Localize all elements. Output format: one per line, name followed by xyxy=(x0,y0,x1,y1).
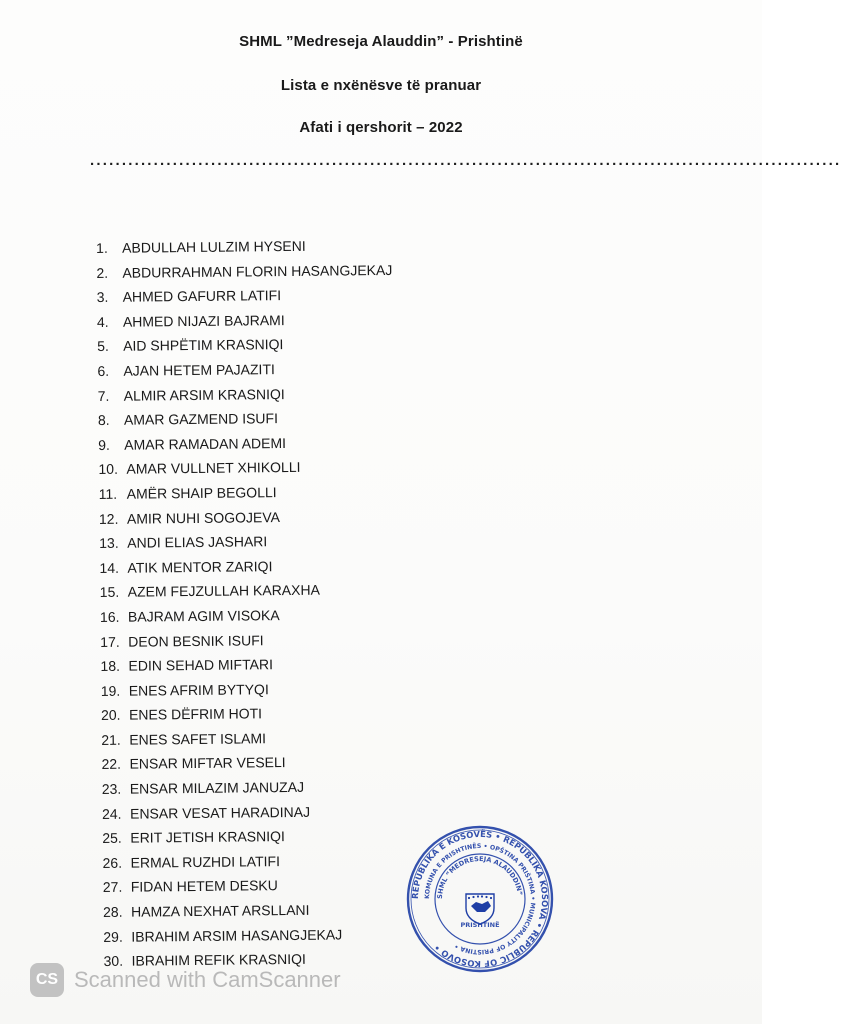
student-name: AMAR RAMADAN ADEMI xyxy=(124,434,287,453)
student-name: AJAN HETEM PAJAZITI xyxy=(123,361,275,379)
student-number: 2. xyxy=(96,264,109,281)
camscanner-logo-icon: CS xyxy=(30,963,64,997)
stamp-city-text: PRISHTINË xyxy=(460,921,500,929)
list-title-heading: Lista e nxënësve të pranuar xyxy=(280,77,482,94)
student-number: 12. xyxy=(98,510,119,527)
student-number: 7. xyxy=(97,387,110,404)
student-list-item xyxy=(96,257,392,285)
student-number: 19. xyxy=(100,682,121,699)
camscanner-watermark xyxy=(30,962,341,998)
student-name: ALMIR ARSIM KRASNIQI xyxy=(123,385,285,404)
student-list xyxy=(96,233,400,974)
student-name: AHMED NIJAZI BAJRAMI xyxy=(122,311,285,330)
student-list-item xyxy=(101,725,397,753)
student-name: AMAR GAZMEND ISUFI xyxy=(123,410,279,428)
student-number: 10. xyxy=(98,461,118,478)
student-list-item xyxy=(99,503,395,531)
term-heading: Afati i qershorit – 2022 xyxy=(299,119,463,136)
student-name: ENES SAFET ISLAMI xyxy=(129,730,267,748)
student-name: ENSAR VESAT HARADINAJ xyxy=(129,803,311,822)
student-number: 24. xyxy=(101,805,122,822)
student-list-item xyxy=(103,921,399,949)
student-name: ANDI ELIAS JASHARI xyxy=(127,533,268,551)
student-number: 11. xyxy=(98,485,118,502)
student-name: IBRAHIM REFIK KRASNIQI xyxy=(131,951,306,969)
student-list-item xyxy=(101,749,397,777)
student-name: AMËR SHAIP BEGOLLI xyxy=(126,484,277,502)
student-list-item xyxy=(102,799,398,827)
student-list-item xyxy=(98,430,394,458)
student-list-item xyxy=(97,331,393,359)
student-name: AID SHPËTIM KRASNIQI xyxy=(123,336,284,355)
student-name: DEON BESNIK ISUFI xyxy=(128,631,264,650)
student-number: 27. xyxy=(102,879,123,896)
student-list-item xyxy=(96,233,392,261)
dotted-separator: ...................................................................................................................... xyxy=(90,152,841,169)
school-name-heading: SHML ”Medreseja Alauddin” - Prishtinë xyxy=(239,33,523,50)
stamp-middle-ring-text: KOMUNA E PRISHTINËS • OPŠTINA PRIŠTINA • MUNICIPALITY OF PRISTINA • xyxy=(423,842,537,956)
student-name: AMIR NUHI SOGOJEVA xyxy=(126,508,281,527)
student-list-item xyxy=(98,380,394,408)
student-list-item xyxy=(97,282,393,310)
student-name: ABDURRAHMAN FLORIN HASANGJEKAJ xyxy=(122,261,393,281)
student-name: FIDAN HETEM DESKU xyxy=(130,877,278,896)
student-name: AZEM FEJZULLAH KARAXHA xyxy=(127,581,320,600)
student-name: IBRAHIM ARSIM HASANGJEKAJ xyxy=(131,926,343,945)
official-stamp xyxy=(405,824,555,974)
student-number: 17. xyxy=(100,633,120,650)
student-number: 14. xyxy=(99,559,120,576)
student-number: 25. xyxy=(102,830,122,847)
student-name: ERIT JETISH KRASNIQI xyxy=(130,828,285,846)
student-list-item xyxy=(100,602,396,630)
student-number: 21. xyxy=(101,731,121,748)
student-number: 20. xyxy=(100,707,121,724)
student-number: 4. xyxy=(96,313,109,330)
student-list-item xyxy=(100,651,396,679)
student-list-item xyxy=(101,676,397,704)
student-name: ENSAR MIFTAR VESELI xyxy=(129,754,286,773)
student-name: ABDULLAH LULZIM HYSENI xyxy=(122,237,306,256)
student-number: 5. xyxy=(97,338,109,355)
student-name: ENES AFRIM BYTYQI xyxy=(128,680,269,699)
student-number: 29. xyxy=(103,928,123,945)
student-name: EDIN SEHAD MIFTARI xyxy=(128,656,274,674)
kosovo-emblem-icon xyxy=(466,894,494,924)
student-name: HAMZA NEXHAT ARSLLANI xyxy=(130,901,310,920)
student-list-item xyxy=(103,897,399,925)
stamp-outer-ring-text: REPUBLIKA E KOSOVËS • REPUBLIKA KOSOVA • REPUBLIC OF KOSOVO • xyxy=(409,828,551,970)
student-list-item xyxy=(101,700,397,728)
student-name: ATIK MENTOR ZARIQI xyxy=(127,557,273,576)
student-list-item xyxy=(99,479,395,507)
student-number: 28. xyxy=(102,903,123,920)
student-list-item xyxy=(103,872,399,900)
student-name: AMAR VULLNET XHIKOLLI xyxy=(126,459,301,478)
student-list-item xyxy=(102,774,398,802)
student-name: ENES DËFRIM HOTI xyxy=(128,705,263,723)
student-number: 22. xyxy=(101,756,122,773)
student-name: BAJRAM AGIM VISOKA xyxy=(127,607,280,625)
student-list-item xyxy=(102,823,398,851)
student-number: 23. xyxy=(101,780,122,798)
student-list-item xyxy=(100,626,396,654)
student-number: 8. xyxy=(97,412,110,429)
student-list-item xyxy=(97,307,393,335)
student-list-item xyxy=(100,577,396,605)
camscanner-watermark-text: Scanned with CamScanner xyxy=(74,967,341,992)
student-number: 16. xyxy=(99,608,120,625)
student-number: 30. xyxy=(103,952,124,970)
student-number: 6. xyxy=(97,362,110,379)
student-name: ENSAR MILAZIM JANUZAJ xyxy=(129,778,305,797)
student-list-item xyxy=(98,454,394,482)
student-number: 13. xyxy=(99,534,119,552)
student-list-item xyxy=(98,405,394,433)
student-list-item xyxy=(97,356,393,384)
student-number: 18. xyxy=(100,657,121,675)
student-list-item xyxy=(99,553,395,581)
student-number: 1. xyxy=(96,239,108,256)
student-list-item xyxy=(102,848,398,876)
student-name: AHMED GAFURR LATIFI xyxy=(122,287,282,305)
stamp-school-text: SHML “MEDRESEJA ALAUDDIN” xyxy=(435,854,524,900)
student-name: ERMAL RUZHDI LATIFI xyxy=(130,852,280,871)
student-number: 26. xyxy=(102,854,123,871)
student-number: 3. xyxy=(96,289,109,306)
student-number: 9. xyxy=(98,436,110,453)
student-number: 15. xyxy=(99,584,120,601)
student-list-item xyxy=(99,528,395,556)
